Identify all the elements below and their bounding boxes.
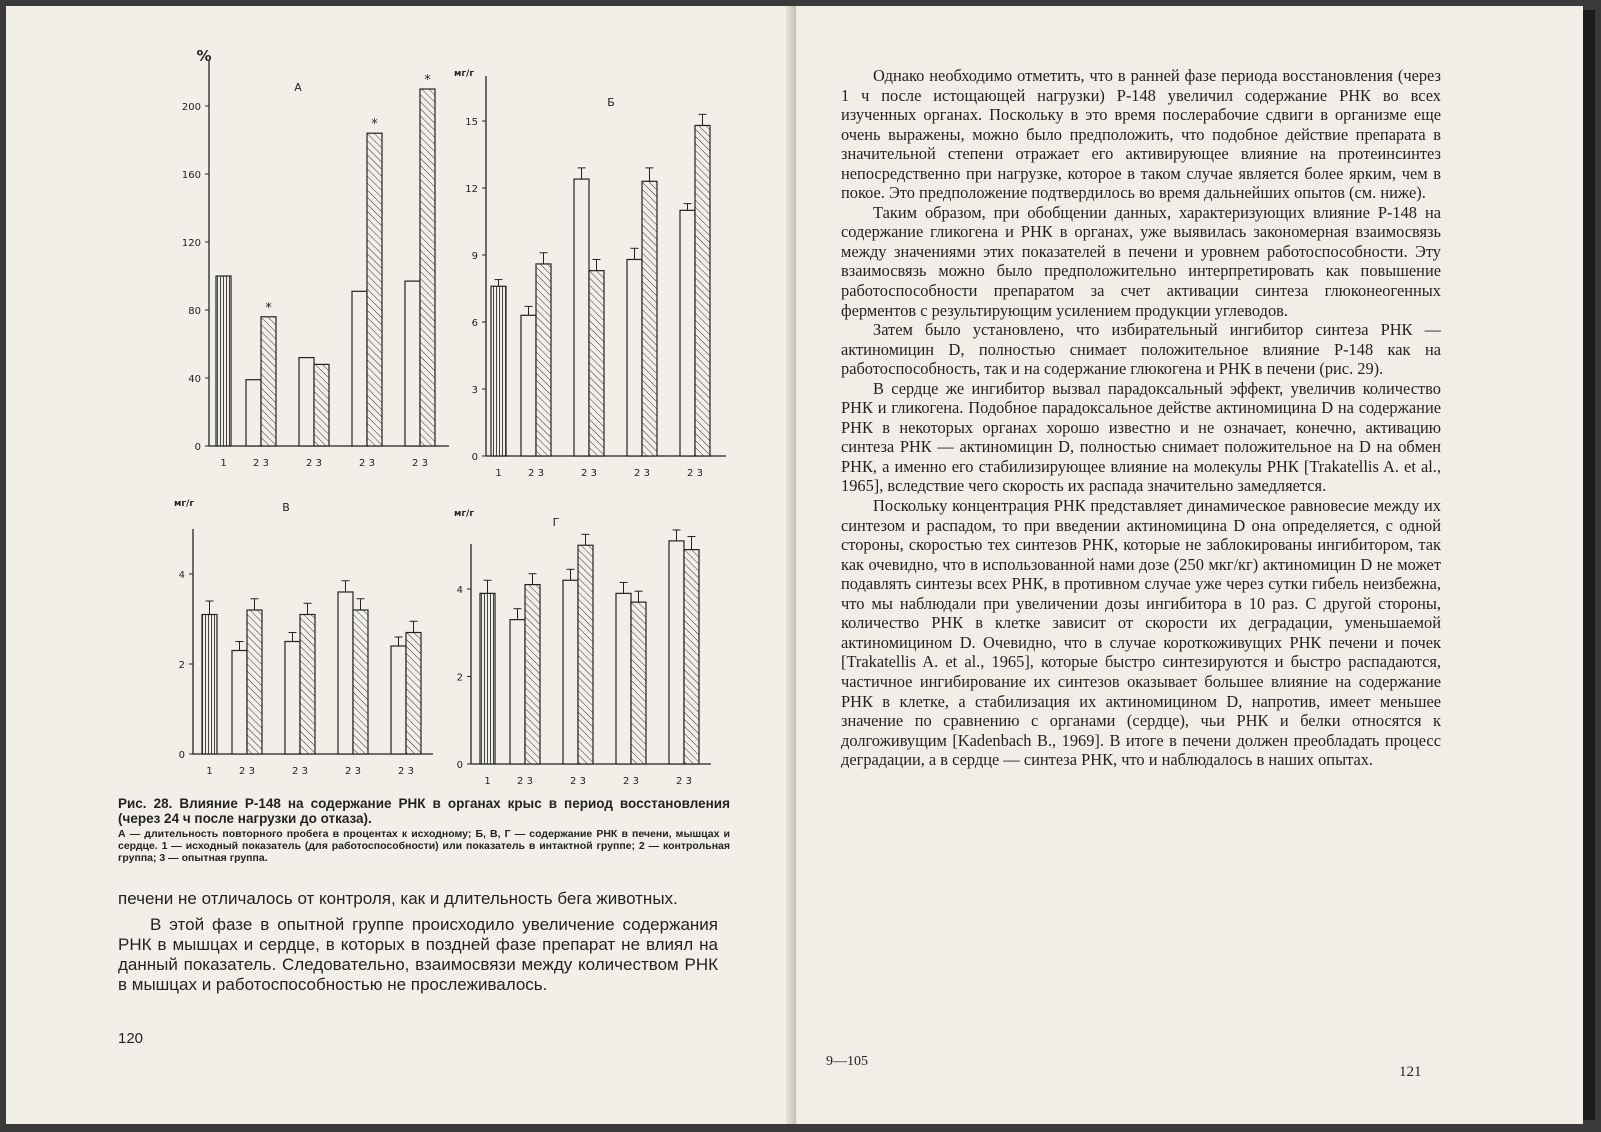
panel-label: Б (607, 96, 615, 109)
right-body-text (841, 66, 1441, 770)
y-tick-label: 2 (178, 660, 185, 671)
x-tick-label: 2 3 (306, 458, 322, 469)
bar-control (669, 541, 684, 764)
bar-experimental (589, 271, 604, 456)
x-tick-label: 2 3 (517, 776, 533, 787)
y-tick-label: 9 (471, 251, 478, 262)
right-paragraph-2: Таким образом, при обобщении данных, характеризующих влияние Р-148 на содержание гликогена и РНК в органах, уже выявилась закономерная взаимосвязь между значениями этих показателей в печени и уровнем работоспособности. Эту взаимосвязь можно было предположительно интерпретировать как повышение работоспособности препаратом за счет активации синтеза глюконеогенных ферментов с результирующим усилением продукции углеводов. (841, 202, 1441, 320)
significance-star: * (371, 117, 378, 133)
bar-experimental (631, 602, 646, 764)
x-tick-label: 2 3 (687, 468, 703, 479)
page-number-left: 120 (118, 1030, 144, 1047)
bar-experimental (367, 133, 382, 446)
bar-experimental (684, 550, 699, 764)
y-tick-label: 120 (181, 238, 201, 249)
bar-control (338, 592, 353, 754)
y-tick-label: 15 (465, 117, 478, 128)
bar-baseline (491, 286, 506, 456)
bar-control (616, 593, 631, 764)
left-page (6, 6, 796, 1124)
y-axis-label: мг/г (453, 509, 475, 519)
y-axis-label: мг/г (173, 499, 195, 509)
x-tick-label: 2 3 (359, 458, 375, 469)
x-tick-label: 1 (220, 458, 227, 469)
bar-control (627, 259, 642, 456)
y-axis-label: мг/г (453, 69, 475, 79)
y-tick-label: 0 (194, 442, 201, 453)
panel-label: В (282, 501, 290, 514)
page-number-right: 121 (1399, 1064, 1422, 1080)
y-tick-label: 0 (178, 750, 185, 761)
x-tick-label: 2 3 (412, 458, 428, 469)
bar-control (285, 642, 300, 755)
y-tick-label: 40 (188, 374, 201, 385)
bar-control (232, 651, 247, 755)
chart-panel-0 (182, 47, 449, 469)
x-tick-label: 2 3 (253, 458, 269, 469)
y-tick-label: 12 (465, 184, 478, 195)
caption-legend: А — длительность повторного пробега в процентах к исходному; Б, В, Г — содержание РНК в печени, мышцах и сердце. 1 — исходный показатель (для работоспособности) или показатель в интактной группе; 2 — контрольная группа; 3 — опытная группа. (118, 828, 730, 864)
y-axis-label: % (196, 47, 212, 65)
significance-star: * (424, 73, 431, 88)
bar-experimental (353, 610, 368, 754)
figure-28 (6, 6, 796, 796)
bar-experimental (642, 181, 657, 456)
x-tick-label: 2 3 (292, 766, 308, 777)
bar-experimental (695, 125, 710, 456)
bar-experimental (261, 317, 276, 446)
bar-control (563, 580, 578, 764)
printer-signature: 9—105 (826, 1054, 868, 1069)
y-tick-label: 4 (456, 585, 463, 596)
bar-experimental (420, 89, 435, 446)
right-paragraph-4: В сердце же ингибитор вызвал парадоксальный эффект, увеличив количество РНК и гликогена. Подобное парадоксальное действе актиномицина D на содержание РНК в некоторых органах хорошо известно и не означает, конечно, активацию синтеза РНК — актиномицин D, полностью снимает положительное на D на обмен РНК, а именно его стабилизирующее влияние на молекулы РНК [Trakatellis A. et al., 1965], вследствие чего скорость их распада значительно замедляется. (841, 378, 1441, 496)
figure-caption (118, 796, 730, 864)
chart-panel-3 (454, 509, 711, 787)
x-tick-label: 2 3 (623, 776, 639, 787)
bar-baseline (480, 593, 495, 764)
y-tick-label: 80 (188, 306, 201, 317)
x-tick-label: 2 3 (581, 468, 597, 479)
book-cover-edge (1583, 10, 1595, 1120)
left-body-text (118, 889, 718, 1001)
x-tick-label: 2 3 (570, 776, 586, 787)
x-tick-label: 2 3 (345, 766, 361, 777)
bar-control (299, 358, 314, 446)
bar-baseline (216, 276, 231, 446)
bar-experimental (525, 585, 540, 764)
bar-control (391, 646, 406, 754)
bar-control (405, 281, 420, 446)
caption-title: Рис. 28. Влияние Р-148 на содержание РНК в органах крыс в период восстановления (через 24 ч после нагрузки до отказа). (118, 796, 730, 826)
x-tick-label: 2 3 (239, 766, 255, 777)
left-paragraph-1: печени не отличалось от контроля, как и длительность бега животных. (118, 889, 678, 908)
x-tick-label: 1 (495, 468, 502, 479)
y-tick-label: 2 (456, 672, 463, 684)
y-tick-label: 200 (181, 102, 201, 113)
chart-panel-2 (174, 499, 433, 777)
bar-control (521, 315, 536, 456)
y-tick-label: 4 (178, 570, 185, 581)
x-tick-label: 2 3 (676, 776, 692, 787)
right-paragraph-5: Поскольку концентрация РНК представляет динамическое равновесие между их синтезом и распадом, то при введении актиномицина D она определяется, с одной стороны, скоростью тех синтезов РНК, которые не заблокированы ингибитором, так как очевидно, что в использованной нами дозе (250 мкг/кг) актиномицин D не может подавлять синтезы всех РНК, в противном случае уже через сутки гибель неизбежна, что мы наблюдали при увеличении дозы ингибитора в 10 раз. С другой стороны, количество РНК в клетке зависит от скорости их деградации, уменьшаемой актиномицином D. Очевидно, что в случае короткоживущих РНК печени и почек [Trakatellis A. et al., 1965], которые быстро синтезируются и быстро распадаются, частичное ингибирование их синтезов оказывает большее влияние на содержание РНК в клетке, а стабилизация их актиномицином D, напротив, имеет меньшее значение по сравнению с органами (сердце), чьи РНК и белки относятся к долгоживущим [Kadenbach B., 1969]. В итоге в печени должен преобладать процесс деградации, а в сердце — синтеза РНК, что и наблюдалось в наших опытах. (841, 496, 1441, 770)
bar-control (574, 179, 589, 456)
bar-control (510, 620, 525, 764)
bar-control (352, 291, 367, 446)
bar-experimental (536, 264, 551, 456)
y-tick-label: 0 (456, 760, 463, 771)
x-tick-label: 1 (206, 766, 213, 777)
x-tick-label: 2 3 (528, 468, 544, 479)
y-tick-label: 3 (471, 385, 478, 396)
x-tick-label: 2 3 (634, 468, 650, 479)
right-paragraph-3: Затем было установлено, что избирательный ингибитор синтеза РНК — актиномицин D, полностью снимает положительное влияние Р-148 как на работоспособность, так и на содержание глюкогена и РНК в печени (рис. 29). (841, 320, 1441, 379)
bar-experimental (300, 615, 315, 755)
significance-star: * (265, 300, 272, 316)
left-paragraph-2: В этой фазе в опытной группе происходило увеличение содержания РНК в мышцах и сердце, в которых в поздней фазе препарат не влиял на данный показатель. Следовательно, взаимосвязи между количеством РНК в мышцах и работоспособностью не прослеживалось. (118, 915, 718, 994)
panel-label: Г (552, 516, 560, 529)
bar-control (246, 380, 261, 446)
x-tick-label: 1 (484, 776, 491, 787)
right-paragraph-1: Однако необходимо отметить, что в ранней фазе периода восстановления (через 1 ч после истощающей нагрузки) Р-148 увеличил содержание РНК во всех изученных органах. Поскольку в это время послерабочие сдвиги в организме еще очень выражены, можно было предположить, что подобное действие препарата в значительной степени отражает его активирующее влияние на протеинсинтез непосредственно при нагрузке, которое в таком случае является более ярким, чем в покое. Это предположение подтвердилось во время дальнейших опытов (см. ниже). (841, 66, 1441, 203)
right-page (796, 6, 1583, 1124)
panel-label: А (294, 81, 302, 94)
y-tick-label: 6 (471, 318, 478, 329)
bar-experimental (314, 364, 329, 446)
x-tick-label: 2 3 (398, 766, 414, 777)
bar-experimental (406, 633, 421, 755)
bar-baseline (202, 615, 217, 755)
bar-experimental (578, 545, 593, 764)
chart-panel-1 (454, 69, 726, 479)
bar-control (680, 210, 695, 456)
y-tick-label: 160 (181, 170, 201, 181)
bar-experimental (247, 610, 262, 754)
y-tick-label: 0 (471, 452, 478, 463)
